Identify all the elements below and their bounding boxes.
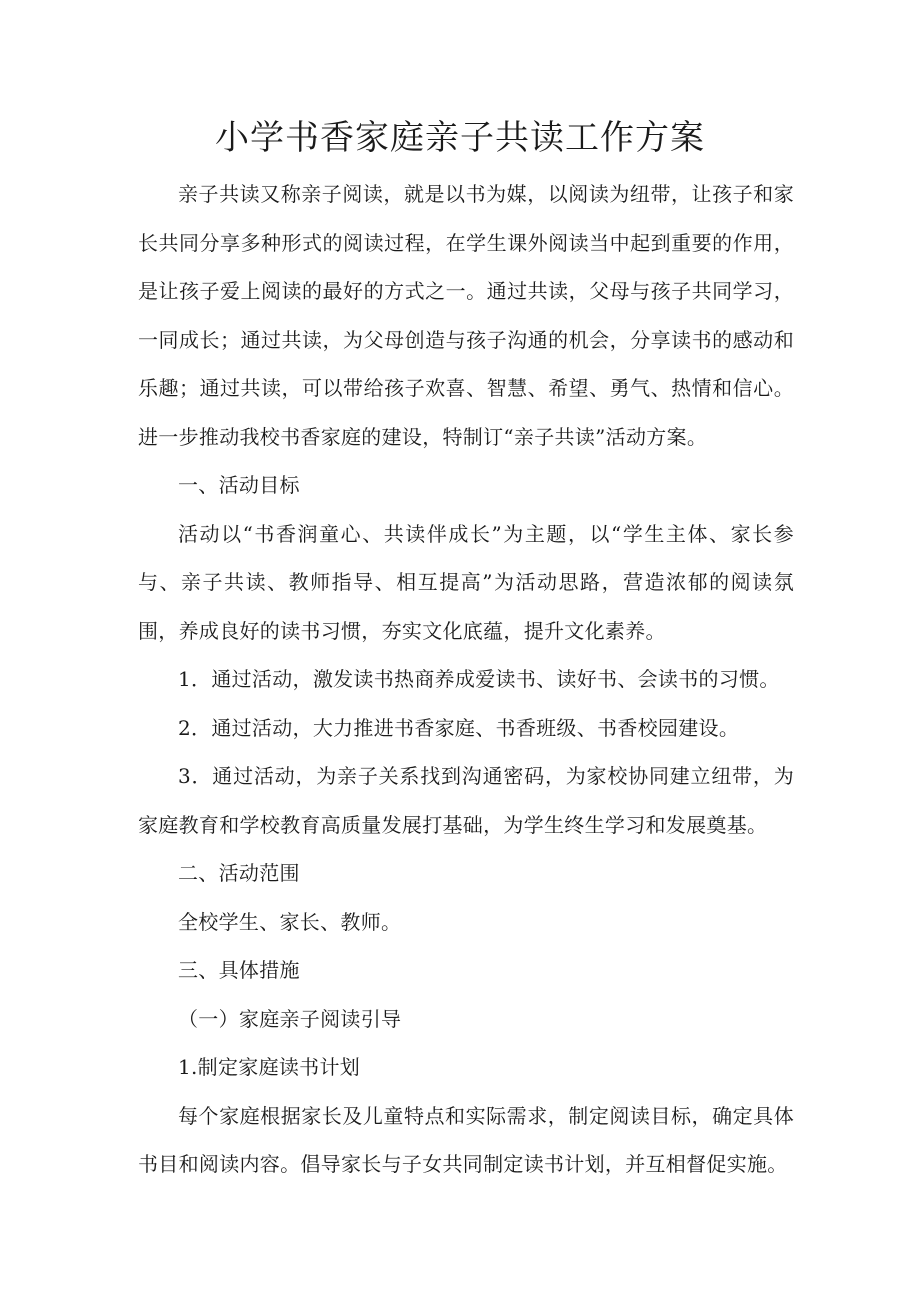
section-heading-scope: 二、活动范围 — [178, 861, 300, 885]
subsection-heading-family-reading: （一）家庭亲子阅读引导 — [178, 1006, 402, 1031]
item-heading-reading-plan: 1.制定家庭读书计划 — [178, 1055, 361, 1079]
goals-paragraph: 活动以“书香润童心、共读伴成长”为主题，以“学生主体、家长参与、亲子共读、教师指导、相互提高”为活动思路，营造浓郁的阅读氛围，养成良好的读书习惯，夯实文化底蕴，提升文化素养。 — [138, 521, 794, 643]
document-body — [138, 170, 794, 1189]
goal-item-3: 3．通过活动，为亲子关系找到沟通密码，为家校协同建立纽带，为家庭教育和学校教育高质量发展打基础，为学生终生学习和发展奠基。 — [138, 764, 794, 837]
document-title: 小学书香家庭亲子共读工作方案 — [215, 118, 705, 158]
section-heading-measures: 三、具体措施 — [178, 958, 300, 982]
reading-plan-paragraph: 每个家庭根据家长及儿童特点和实际需求，制定阅读目标，确定具体书目和阅读内容。倡导家长与子女共同制定读书计划，并互相督促实施。 — [138, 1103, 794, 1176]
goal-item-2: 2．通过活动，大力推进书香家庭、书香班级、书香校园建设。 — [178, 715, 740, 740]
goal-item-1: 1．通过活动，激发读书热商养成爱读书、读好书、会读书的习惯。 — [178, 667, 780, 691]
section-heading-goals: 一、活动目标 — [178, 473, 300, 497]
intro-paragraph: 亲子共读又称亲子阅读，就是以书为媒，以阅读为纽带，让孩子和家长共同分享多种形式的阅读过程，在学生课外阅读当中起到重要的作用，是让孩子爱上阅读的最好的方式之一。通过共读，父母与孩子共同学习，一同成长；通过共读，为父母创造与孩子沟通的机会，分享读书的感动和乐趣；通过共读，可以带给孩子欢喜、智慧、希望、勇气、热情和信心。进一步推动我校书香家庭的建设，特制订“亲子共读”活动方案。 — [138, 182, 794, 449]
scope-paragraph: 全校学生、家长、教师。 — [178, 909, 402, 934]
